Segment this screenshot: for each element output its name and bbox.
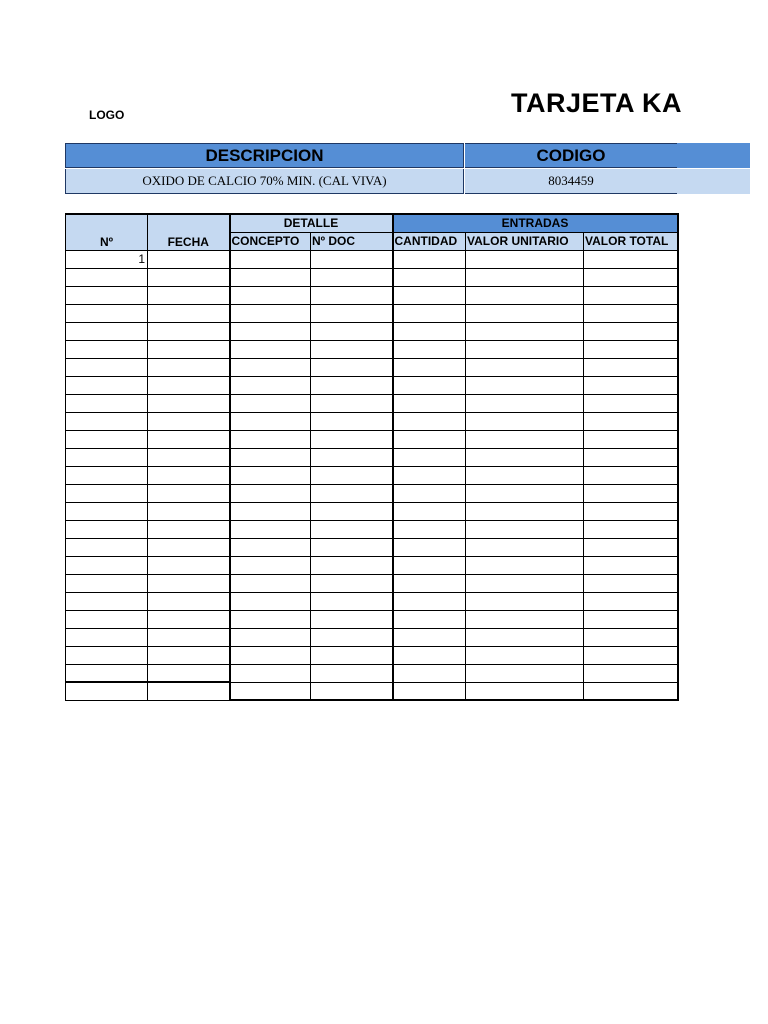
table-cell[interactable] <box>466 448 584 466</box>
table-cell[interactable] <box>148 286 230 304</box>
table-cell[interactable] <box>148 628 230 646</box>
table-row <box>66 502 678 520</box>
table-row <box>66 322 678 340</box>
table-cell[interactable] <box>311 412 393 430</box>
table-cell[interactable] <box>584 610 678 628</box>
column-header-concepto: CONCEPTO <box>230 232 311 250</box>
table-cell[interactable] <box>393 322 466 340</box>
table-cell[interactable] <box>148 268 230 286</box>
table-cell[interactable] <box>66 502 148 520</box>
table-row <box>66 664 678 682</box>
table-cell[interactable] <box>230 682 311 700</box>
table-cell[interactable] <box>66 682 148 700</box>
table-cell[interactable] <box>66 628 148 646</box>
table-cell[interactable] <box>148 502 230 520</box>
table-cell[interactable] <box>230 628 311 646</box>
table-cell[interactable] <box>148 466 230 484</box>
table-cell[interactable] <box>466 250 584 268</box>
table-cell[interactable] <box>393 556 466 574</box>
table-cell[interactable] <box>584 322 678 340</box>
table-cell[interactable] <box>148 448 230 466</box>
table-cell[interactable] <box>230 430 311 448</box>
table-cell[interactable] <box>311 664 393 682</box>
table-cell[interactable] <box>466 286 584 304</box>
table-cell[interactable] <box>66 574 148 592</box>
table-cell[interactable] <box>230 646 311 664</box>
table-cell[interactable] <box>66 538 148 556</box>
column-header-no-doc: Nº DOC <box>311 232 393 250</box>
table-row <box>66 574 678 592</box>
table-cell[interactable] <box>466 556 584 574</box>
table-row <box>66 520 678 538</box>
table-cell[interactable] <box>466 610 584 628</box>
table-cell[interactable] <box>393 340 466 358</box>
table-cell[interactable] <box>393 502 466 520</box>
table-cell[interactable] <box>393 358 466 376</box>
table-cell[interactable] <box>466 484 584 502</box>
table-cell[interactable] <box>311 682 393 700</box>
table-cell[interactable] <box>393 484 466 502</box>
table-cell[interactable] <box>584 412 678 430</box>
table-cell[interactable] <box>230 664 311 682</box>
table-cell[interactable] <box>584 430 678 448</box>
column-header-valor-total: VALOR TOTAL <box>584 232 678 250</box>
table-cell[interactable] <box>230 484 311 502</box>
table-row <box>66 556 678 574</box>
kardex-table <box>65 213 679 701</box>
table-row <box>66 484 678 502</box>
table-row <box>66 466 678 484</box>
table-cell[interactable] <box>230 394 311 412</box>
table-cell[interactable] <box>584 664 678 682</box>
table-cell[interactable] <box>393 412 466 430</box>
table-cell[interactable] <box>230 250 311 268</box>
group-header-entradas: ENTRADAS <box>393 214 678 232</box>
table-cell[interactable] <box>311 484 393 502</box>
table-cell[interactable] <box>393 664 466 682</box>
table-cell[interactable] <box>148 376 230 394</box>
table-cell[interactable] <box>584 538 678 556</box>
table-cell[interactable] <box>311 466 393 484</box>
table-cell[interactable] <box>66 646 148 664</box>
table-cell[interactable] <box>230 448 311 466</box>
table-cell[interactable] <box>466 628 584 646</box>
table-cell[interactable] <box>584 394 678 412</box>
table-cell[interactable] <box>66 430 148 448</box>
table-row <box>66 412 678 430</box>
table-cell[interactable] <box>466 520 584 538</box>
table-cell[interactable] <box>66 484 148 502</box>
table-cell[interactable] <box>230 268 311 286</box>
table-row <box>66 250 678 268</box>
table-cell[interactable] <box>466 664 584 682</box>
table-cell[interactable] <box>466 412 584 430</box>
table-cell[interactable] <box>311 556 393 574</box>
table-cell[interactable] <box>466 574 584 592</box>
table-cell[interactable] <box>148 304 230 322</box>
table-cell[interactable] <box>311 394 393 412</box>
table-cell[interactable] <box>311 538 393 556</box>
table-cell[interactable] <box>466 376 584 394</box>
table-cell[interactable] <box>148 664 230 682</box>
table-cell[interactable] <box>466 682 584 700</box>
table-cell[interactable] <box>230 520 311 538</box>
table-cell[interactable] <box>584 574 678 592</box>
column-header-no: Nº <box>66 214 148 250</box>
table-cell[interactable] <box>393 610 466 628</box>
table-cell[interactable] <box>66 664 148 682</box>
table-cell[interactable] <box>466 394 584 412</box>
table-cell[interactable] <box>393 520 466 538</box>
table-cell[interactable] <box>311 430 393 448</box>
table-cell[interactable] <box>584 358 678 376</box>
table-cell[interactable] <box>230 610 311 628</box>
table-cell[interactable] <box>148 358 230 376</box>
table-cell[interactable] <box>66 358 148 376</box>
table-cell[interactable] <box>66 394 148 412</box>
column-header-valor-unitario: VALOR UNITARIO <box>466 232 584 250</box>
table-row <box>66 394 678 412</box>
table-row <box>66 340 678 358</box>
table-cell[interactable] <box>230 574 311 592</box>
group-header-detalle: DETALLE <box>230 214 393 232</box>
table-cell[interactable] <box>311 322 393 340</box>
column-header-cantidad: CANTIDAD <box>393 232 466 250</box>
table-cell[interactable] <box>466 268 584 286</box>
table-cell[interactable] <box>230 358 311 376</box>
table-cell[interactable] <box>148 394 230 412</box>
table-cell[interactable] <box>393 448 466 466</box>
table-row <box>66 592 678 610</box>
table-cell[interactable] <box>148 682 230 700</box>
table-cell[interactable] <box>311 628 393 646</box>
table-cell[interactable] <box>311 358 393 376</box>
table-cell[interactable] <box>148 250 230 268</box>
table-row <box>66 610 678 628</box>
column-header-fecha: FECHA <box>148 214 230 250</box>
table-cell[interactable] <box>584 484 678 502</box>
table-row <box>66 358 678 376</box>
table-cell[interactable] <box>66 520 148 538</box>
table-cell[interactable] <box>311 592 393 610</box>
table-cell[interactable] <box>584 520 678 538</box>
table-cell[interactable] <box>148 646 230 664</box>
table-cell[interactable] <box>584 592 678 610</box>
table-cell[interactable] <box>311 610 393 628</box>
table-cell[interactable] <box>584 340 678 358</box>
table-cell[interactable] <box>466 502 584 520</box>
table-cell[interactable] <box>584 286 678 304</box>
description-header: DESCRIPCION <box>65 143 464 168</box>
kardex-table-body <box>66 250 678 700</box>
table-row <box>66 682 678 700</box>
table-cell[interactable] <box>466 430 584 448</box>
table-cell[interactable] <box>393 592 466 610</box>
table-cell[interactable] <box>393 430 466 448</box>
table-cell[interactable] <box>66 610 148 628</box>
table-row <box>66 430 678 448</box>
table-cell[interactable] <box>393 682 466 700</box>
table-cell[interactable] <box>311 646 393 664</box>
table-cell[interactable] <box>584 268 678 286</box>
table-cell[interactable] <box>148 556 230 574</box>
table-cell[interactable] <box>584 376 678 394</box>
table-cell[interactable] <box>230 502 311 520</box>
table-row <box>66 268 678 286</box>
table-cell[interactable] <box>584 646 678 664</box>
table-row <box>66 646 678 664</box>
table-cell[interactable] <box>466 538 584 556</box>
table-cell[interactable] <box>393 394 466 412</box>
table-cell[interactable] <box>66 340 148 358</box>
table-cell[interactable] <box>66 466 148 484</box>
table-cell[interactable] <box>230 340 311 358</box>
table-cell[interactable]: 1 <box>66 250 148 268</box>
table-row <box>66 304 678 322</box>
table-cell[interactable] <box>393 574 466 592</box>
table-cell[interactable] <box>230 466 311 484</box>
table-cell[interactable] <box>311 340 393 358</box>
table-cell[interactable] <box>148 610 230 628</box>
table-cell[interactable] <box>466 322 584 340</box>
table-cell[interactable] <box>230 538 311 556</box>
table-cell[interactable] <box>311 376 393 394</box>
table-cell[interactable] <box>466 646 584 664</box>
table-cell[interactable] <box>148 520 230 538</box>
table-row <box>66 538 678 556</box>
table-row <box>66 286 678 304</box>
table-cell[interactable] <box>230 304 311 322</box>
table-cell[interactable] <box>584 466 678 484</box>
table-cell[interactable] <box>148 322 230 340</box>
table-cell[interactable] <box>311 448 393 466</box>
table-row <box>66 376 678 394</box>
table-cell[interactable] <box>466 340 584 358</box>
table-cell[interactable] <box>311 286 393 304</box>
table-cell[interactable] <box>393 286 466 304</box>
table-cell[interactable] <box>393 646 466 664</box>
table-cell[interactable] <box>66 268 148 286</box>
table-cell[interactable] <box>311 304 393 322</box>
code-value-extension <box>677 169 750 194</box>
table-cell[interactable] <box>66 592 148 610</box>
table-cell[interactable] <box>66 286 148 304</box>
table-cell[interactable] <box>230 556 311 574</box>
table-cell[interactable] <box>584 502 678 520</box>
table-cell[interactable] <box>66 448 148 466</box>
table-cell[interactable] <box>584 628 678 646</box>
table-cell[interactable] <box>393 628 466 646</box>
table-cell[interactable] <box>311 574 393 592</box>
table-cell[interactable] <box>584 304 678 322</box>
table-cell[interactable] <box>148 592 230 610</box>
table-cell[interactable] <box>230 592 311 610</box>
table-cell[interactable] <box>230 376 311 394</box>
logo-placeholder: LOGO <box>89 108 125 122</box>
table-cell[interactable] <box>393 268 466 286</box>
table-cell[interactable] <box>393 376 466 394</box>
table-cell[interactable] <box>148 574 230 592</box>
table-cell[interactable] <box>230 412 311 430</box>
table-cell[interactable] <box>148 430 230 448</box>
table-cell[interactable] <box>466 358 584 376</box>
table-cell[interactable] <box>466 304 584 322</box>
description-value[interactable]: OXIDO DE CALCIO 70% MIN. (CAL VIVA) <box>65 169 464 194</box>
table-row <box>66 448 678 466</box>
table-cell[interactable] <box>148 412 230 430</box>
table-cell[interactable] <box>584 556 678 574</box>
code-value[interactable]: 8034459 <box>465 169 677 194</box>
table-cell[interactable] <box>311 268 393 286</box>
table-cell[interactable] <box>311 520 393 538</box>
code-header: CODIGO <box>465 143 677 168</box>
code-header-extension <box>677 143 750 168</box>
table-cell[interactable] <box>66 556 148 574</box>
table-cell[interactable] <box>230 322 311 340</box>
table-cell[interactable] <box>148 340 230 358</box>
table-cell[interactable] <box>148 538 230 556</box>
table-cell[interactable] <box>584 448 678 466</box>
table-cell[interactable] <box>148 484 230 502</box>
page-title: TARJETA KA <box>511 88 682 118</box>
table-row <box>66 628 678 646</box>
table-cell[interactable] <box>393 304 466 322</box>
table-cell[interactable] <box>230 286 311 304</box>
table-cell[interactable] <box>66 412 148 430</box>
table-cell[interactable] <box>66 304 148 322</box>
table-cell[interactable] <box>311 502 393 520</box>
table-cell[interactable] <box>393 538 466 556</box>
table-cell[interactable] <box>466 592 584 610</box>
table-cell[interactable] <box>311 250 393 268</box>
table-cell[interactable] <box>66 376 148 394</box>
table-cell[interactable] <box>584 682 678 700</box>
table-cell[interactable] <box>584 250 678 268</box>
table-cell[interactable] <box>393 466 466 484</box>
table-cell[interactable] <box>393 250 466 268</box>
table-cell[interactable] <box>66 322 148 340</box>
table-cell[interactable] <box>466 466 584 484</box>
